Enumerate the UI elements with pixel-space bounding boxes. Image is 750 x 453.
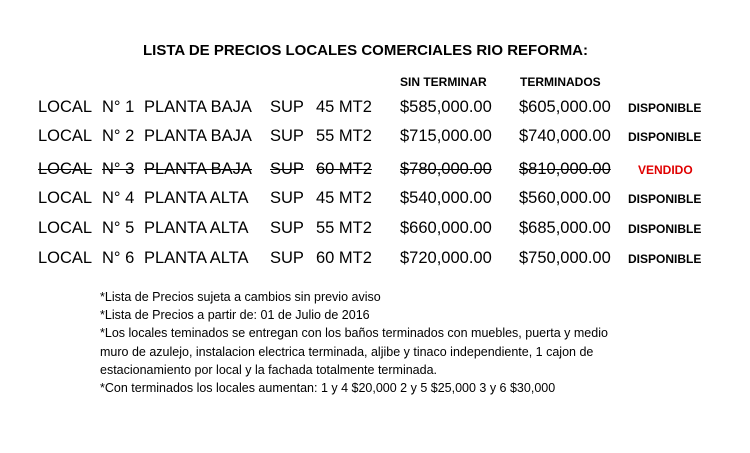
area-label: SUP [270, 219, 304, 237]
local-label: LOCAL [38, 219, 93, 237]
area-value: 45 MT2 [316, 98, 372, 116]
area-label: SUP [270, 98, 304, 116]
price-sin-terminar: $585,000.00 [400, 98, 492, 116]
price-terminados: $605,000.00 [519, 98, 611, 116]
table-row [0, 249, 750, 277]
floor-label: PLANTA BAJA [144, 160, 252, 178]
price-terminados: $685,000.00 [519, 219, 611, 237]
local-label: LOCAL [38, 189, 93, 207]
table-row [0, 127, 750, 155]
price-terminados: $740,000.00 [519, 127, 611, 145]
local-number: N° 6 [102, 249, 135, 267]
floor-label: PLANTA ALTA [144, 249, 249, 267]
local-label: LOCAL [38, 249, 93, 267]
note-line: estacionamiento por local y la fachada totalmente terminada. [100, 362, 437, 377]
area-value: 60 MT2 [316, 249, 372, 267]
note-line: *Con terminados los locales aumentan: 1 y 4 $20,000 2 y 5 $25,000 3 y 6 $30,000 [100, 381, 556, 396]
local-number: N° 5 [102, 219, 135, 237]
floor-label: PLANTA ALTA [144, 219, 249, 237]
area-value: 45 MT2 [316, 189, 372, 207]
status-badge: DISPONIBLE [628, 101, 702, 115]
area-label: SUP [270, 249, 304, 267]
price-terminados: $750,000.00 [519, 249, 611, 267]
local-number: N° 2 [102, 127, 135, 145]
table-row-sold [0, 160, 750, 188]
floor-label: PLANTA BAJA [144, 127, 252, 145]
column-header-sin-terminar: SIN TERMINAR [400, 75, 487, 89]
price-sin-terminar: $660,000.00 [400, 219, 492, 237]
area-label: SUP [270, 160, 304, 178]
local-label: LOCAL [38, 127, 93, 145]
status-badge-sold: VENDIDO [638, 163, 693, 177]
local-number: N° 4 [102, 189, 135, 207]
local-label: LOCAL [38, 98, 93, 116]
price-terminados: $560,000.00 [519, 189, 611, 207]
area-value: 55 MT2 [316, 219, 372, 237]
area-value: 60 MT2 [316, 160, 372, 178]
note-line: *Lista de Precios a partir de: 01 de Julio de 2016 [100, 308, 370, 323]
area-value: 55 MT2 [316, 127, 372, 145]
price-list-title: LISTA DE PRECIOS LOCALES COMERCIALES RIO REFORMA: [143, 42, 589, 59]
status-badge: DISPONIBLE [628, 222, 702, 236]
column-header-terminados: TERMINADOS [520, 75, 601, 89]
price-sin-terminar: $780,000.00 [400, 160, 492, 178]
table-row [0, 98, 750, 126]
price-sin-terminar: $720,000.00 [400, 249, 492, 267]
local-label: LOCAL [38, 160, 93, 178]
floor-label: PLANTA BAJA [144, 98, 252, 116]
price-sin-terminar: $540,000.00 [400, 189, 492, 207]
table-row [0, 219, 750, 247]
price-sin-terminar: $715,000.00 [400, 127, 492, 145]
floor-label: PLANTA ALTA [144, 189, 249, 207]
note-line: *Los locales teminados se entregan con los baños terminados con muebles, puerta y medio [100, 326, 608, 341]
price-terminados: $810,000.00 [519, 160, 611, 178]
area-label: SUP [270, 127, 304, 145]
notes-block [100, 288, 608, 397]
note-line: *Lista de Precios sujeta a cambios sin previo aviso [100, 290, 381, 304]
area-label: SUP [270, 189, 304, 207]
status-badge: DISPONIBLE [628, 192, 702, 206]
local-number: N° 1 [102, 98, 135, 116]
status-badge: DISPONIBLE [628, 252, 702, 266]
note-line: muro de azulejo, instalacion electrica terminada, aljibe y tinaco independiente, 1 cajon de [100, 344, 594, 359]
status-badge: DISPONIBLE [628, 130, 702, 144]
local-number: N° 3 [102, 160, 135, 178]
table-row [0, 189, 750, 217]
